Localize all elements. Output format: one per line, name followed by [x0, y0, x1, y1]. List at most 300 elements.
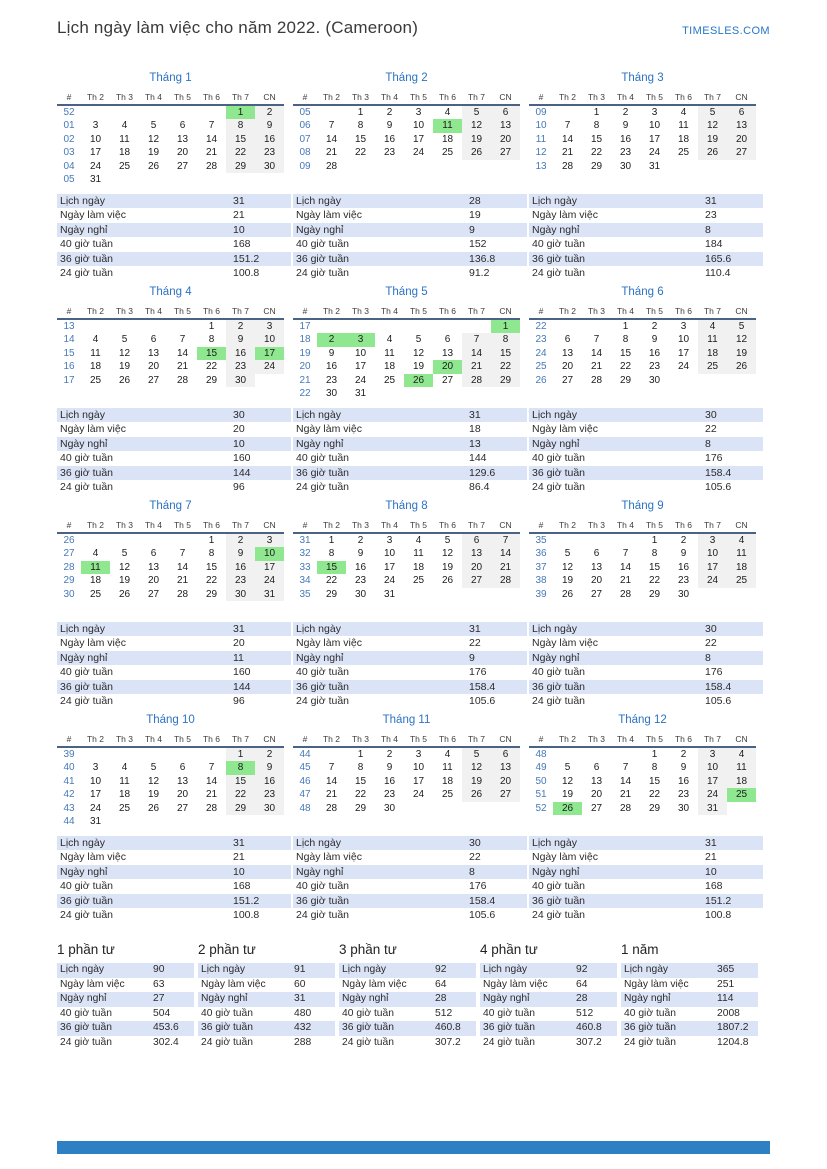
stat-label: Ngày làm việc: [60, 851, 126, 864]
stats-table: [529, 194, 763, 280]
day-cell: 22: [205, 361, 218, 373]
day-header-cell: CN: [491, 517, 520, 533]
week-number-cell: 52: [63, 107, 75, 118]
day-header-cell: Th 7: [462, 731, 491, 747]
stats-table: [57, 836, 291, 922]
day-cell: 2: [255, 747, 284, 761]
stat-label: Lịch ngày: [60, 195, 105, 207]
day-cell: 25: [383, 374, 396, 386]
stat-value: 158.4: [705, 680, 732, 693]
stat-row: [621, 963, 758, 978]
stat-row: [339, 978, 476, 993]
summary-block: [480, 942, 617, 1051]
stat-label: 40 giờ tuần: [296, 880, 350, 893]
day-cell: 5: [727, 319, 756, 333]
day-cell: 26: [561, 588, 574, 600]
empty-day-cell: [404, 588, 433, 601]
day-cell: 28: [619, 802, 632, 814]
empty-day-cell: [611, 533, 640, 547]
stat-label: 24 giờ tuần: [201, 1036, 253, 1048]
week-number-cell: 28: [63, 561, 75, 573]
empty-day-cell: [317, 105, 346, 119]
day-cell: 6: [150, 548, 157, 560]
day-cell: 1: [491, 319, 520, 333]
stat-row: [57, 466, 291, 480]
day-cell: 13: [727, 119, 756, 132]
stat-value: 105.6: [705, 481, 732, 494]
week-number-cell: 09: [299, 160, 311, 172]
day-cell: 21: [619, 575, 632, 587]
day-header-cell: Th 3: [110, 303, 139, 319]
day-cell: 17: [255, 347, 284, 360]
stat-label: Ngày nghỉ: [296, 437, 344, 450]
day-cell: 22: [590, 147, 603, 159]
stat-row: [293, 879, 527, 893]
stat-row: [293, 252, 527, 266]
month-block: [529, 498, 765, 712]
day-cell: 17: [383, 561, 396, 573]
stat-row: [529, 194, 763, 208]
day-cell: 11: [90, 347, 101, 359]
stat-label: 40 giờ tuần: [532, 666, 586, 679]
day-cell: 3: [415, 749, 422, 760]
stat-label: Lịch ngày: [342, 964, 387, 975]
day-cell: 1: [226, 747, 255, 761]
day-cell: 9: [386, 762, 393, 774]
empty-day-cell: [462, 588, 491, 601]
stat-label: Ngày làm việc: [296, 209, 362, 222]
day-cell: 20: [727, 133, 756, 146]
day-cell: 13: [147, 347, 160, 359]
stats-table: [529, 622, 763, 708]
stat-value: 100.8: [233, 267, 260, 280]
stat-label: 24 giờ tuần: [60, 695, 114, 708]
stat-value: 64: [435, 978, 447, 990]
stat-value: 251: [717, 978, 735, 990]
stat-label: Ngày nghỉ: [296, 865, 344, 878]
week-number-cell: 41: [63, 775, 75, 787]
day-cell: 21: [325, 147, 338, 159]
week-row: [57, 360, 284, 373]
day-cell: 20: [491, 775, 520, 788]
stat-label: 36 giờ tuần: [532, 894, 586, 907]
day-cell: 18: [677, 133, 690, 145]
day-cell: 11: [727, 761, 756, 774]
day-header-cell: Th 7: [698, 89, 727, 105]
stat-row: [293, 865, 527, 879]
empty-day-cell: [226, 173, 255, 186]
day-cell: 1: [593, 107, 600, 118]
day-cell: 9: [622, 120, 629, 132]
week-number-cell: 34: [299, 575, 311, 587]
day-cell: 6: [179, 762, 186, 774]
week-number-cell: 35: [299, 588, 311, 600]
week-row: [529, 802, 756, 815]
week-number-cell: 23: [535, 334, 547, 346]
day-cell: 26: [118, 374, 131, 386]
day-cell: 14: [561, 133, 574, 145]
week-number-cell: 37: [535, 561, 547, 573]
day-cell: 3: [346, 333, 375, 346]
stat-row: [57, 651, 291, 665]
empty-day-cell: [317, 747, 346, 761]
day-header-cell: Th 6: [197, 303, 226, 319]
day-cell: 14: [619, 561, 632, 573]
day-cell: 20: [176, 147, 189, 159]
day-cell: 30: [354, 588, 367, 600]
stat-label: Ngày nghỉ: [60, 223, 108, 236]
day-cell: 14: [205, 775, 218, 787]
day-cell: 16: [226, 561, 255, 574]
stat-value: 86.4: [469, 481, 490, 494]
week-row: [293, 119, 520, 132]
day-cell: 21: [462, 360, 491, 373]
day-cell: 2: [680, 749, 687, 760]
day-cell: 11: [678, 120, 689, 132]
stat-row: [529, 252, 763, 266]
stat-label: 36 giờ tuần: [60, 466, 114, 479]
day-header-cell: Th 5: [168, 89, 197, 105]
day-cell: 18: [727, 775, 756, 788]
stat-value: 96: [233, 481, 245, 494]
header: [57, 18, 770, 38]
day-cell: 9: [255, 119, 284, 132]
week-number-cell: 25: [535, 361, 547, 373]
day-cell: 9: [328, 347, 335, 359]
day-cell: 2: [226, 533, 255, 547]
stat-row: [480, 1036, 617, 1051]
day-cell: 14: [590, 347, 603, 359]
stat-label: 36 giờ tuần: [296, 894, 350, 907]
stat-row: [529, 237, 763, 251]
day-cell: 18: [441, 775, 454, 787]
day-cell: 19: [441, 561, 454, 573]
calendar-header-row: [293, 89, 520, 105]
day-cell: 8: [226, 761, 255, 774]
day-cell: 8: [593, 120, 600, 132]
stat-value: 151.2: [233, 894, 260, 907]
stat-row: [57, 636, 291, 650]
day-cell: 17: [698, 775, 727, 788]
day-cell: 19: [561, 575, 574, 587]
stat-value: 31: [469, 623, 481, 635]
day-cell: 13: [441, 347, 454, 359]
stat-value: 8: [705, 437, 711, 450]
summary-block: [57, 942, 194, 1051]
stat-value: 129.6: [469, 466, 496, 479]
day-header-cell: #: [293, 303, 317, 319]
stat-value: 8: [705, 223, 711, 236]
stat-row: [293, 680, 527, 694]
stat-label: 36 giờ tuần: [483, 1022, 535, 1034]
empty-day-cell: [727, 374, 756, 387]
empty-day-cell: [255, 815, 284, 828]
stat-row: [529, 651, 763, 665]
stat-row: [529, 622, 763, 636]
day-cell: 5: [150, 762, 157, 774]
week-number-cell: 15: [63, 347, 75, 359]
week-row: [293, 761, 520, 774]
stat-row: [57, 194, 291, 208]
day-cell: 5: [444, 535, 451, 546]
stat-label: 24 giờ tuần: [532, 909, 586, 922]
day-cell: 20: [176, 789, 189, 801]
day-cell: 3: [680, 321, 687, 332]
day-cell: 31: [89, 174, 102, 186]
empty-day-cell: [404, 160, 433, 173]
empty-day-cell: [698, 588, 727, 601]
stat-label: Ngày nghỉ: [296, 651, 344, 664]
day-cell: 7: [208, 762, 215, 774]
day-cell: 16: [648, 347, 661, 359]
week-row: [293, 146, 520, 159]
stat-value: 307.2: [435, 1036, 461, 1048]
day-header-cell: CN: [491, 89, 520, 105]
week-number-cell: 08: [299, 147, 311, 159]
stat-value: 144: [233, 466, 251, 479]
week-row: [57, 574, 284, 587]
week-row: [529, 775, 756, 788]
day-header-cell: Th 3: [110, 517, 139, 533]
day-cell: 23: [648, 361, 661, 373]
empty-day-cell: [375, 319, 404, 333]
week-row: [529, 333, 756, 346]
month-block: [57, 712, 293, 926]
stat-row: [57, 836, 291, 850]
stat-row: [198, 1036, 335, 1051]
day-header-cell: #: [293, 517, 317, 533]
stat-label: 24 giờ tuần: [60, 481, 114, 494]
day-header-cell: Th 3: [582, 517, 611, 533]
day-cell: 17: [648, 133, 661, 145]
stat-value: 64: [576, 978, 588, 990]
empty-day-cell: [433, 319, 462, 333]
stat-row: [198, 1021, 335, 1036]
site-link[interactable]: TIMESLES.COM: [682, 25, 770, 37]
day-header-cell: Th 7: [462, 517, 491, 533]
stat-label: 24 giờ tuần: [60, 267, 114, 280]
stat-row: [293, 451, 527, 465]
week-row: [529, 747, 756, 761]
summary-block: [339, 942, 476, 1051]
empty-day-cell: [698, 160, 727, 173]
stat-label: Ngày nghỉ: [60, 993, 107, 1005]
stat-value: 110.4: [705, 267, 731, 280]
stat-row: [339, 963, 476, 978]
empty-day-cell: [110, 815, 139, 828]
day-cell: 28: [176, 374, 189, 386]
stat-value: 28: [469, 195, 481, 207]
week-number-cell: 50: [535, 775, 547, 787]
week-row: [293, 133, 520, 146]
day-cell: 16: [255, 775, 284, 788]
day-cell: 5: [564, 762, 571, 774]
day-header-cell: Th 2: [553, 731, 582, 747]
day-cell: 1: [622, 321, 629, 332]
stat-row: [293, 908, 527, 922]
week-number-cell: 40: [63, 762, 75, 774]
day-cell: 29: [325, 588, 338, 600]
day-header-cell: Th 5: [404, 731, 433, 747]
stat-row: [529, 208, 763, 222]
day-cell: 25: [727, 788, 756, 801]
day-cell: 13: [491, 119, 520, 132]
day-cell: 8: [208, 548, 215, 560]
month-block: [293, 70, 529, 284]
day-cell: 6: [491, 105, 520, 119]
week-number-cell: 05: [299, 107, 311, 118]
stat-value: 176: [705, 666, 723, 679]
day-cell: 25: [412, 575, 425, 587]
day-header-cell: #: [57, 731, 81, 747]
stats-table: [57, 963, 194, 1051]
stat-label: Lịch ngày: [60, 837, 105, 849]
day-cell: 4: [727, 747, 756, 761]
week-row: [57, 119, 284, 132]
day-cell: 8: [622, 334, 629, 346]
week-number-cell: 22: [299, 388, 311, 400]
day-header-cell: Th 3: [582, 303, 611, 319]
day-cell: 30: [677, 802, 690, 814]
stats-table: [480, 963, 617, 1051]
day-cell: 30: [325, 388, 338, 400]
day-cell: 24: [89, 802, 102, 814]
week-row: [529, 574, 756, 587]
stat-row: [293, 622, 527, 636]
day-cell: 11: [698, 333, 727, 346]
day-header-cell: Th 3: [346, 517, 375, 533]
calendar-header-row: [529, 89, 756, 105]
day-cell: 29: [226, 160, 255, 173]
week-row: [293, 160, 520, 173]
week-row: [529, 561, 756, 574]
day-header-cell: Th 3: [110, 89, 139, 105]
day-cell: 26: [462, 146, 491, 159]
day-cell: 12: [147, 133, 160, 145]
day-cell: 21: [205, 147, 218, 159]
stat-label: Ngày nghỉ: [532, 865, 580, 878]
week-number-cell: 19: [299, 347, 311, 359]
empty-day-cell: [491, 802, 520, 815]
day-cell: 17: [354, 361, 367, 373]
day-cell: 26: [553, 802, 582, 815]
day-cell: 5: [462, 747, 491, 761]
day-cell: 27: [561, 374, 574, 386]
day-cell: 31: [354, 388, 367, 400]
day-cell: 30: [619, 160, 632, 172]
month-title: Tháng 11: [382, 714, 431, 726]
summary-title: 2 phần tư: [198, 942, 256, 957]
stat-value: 91: [294, 964, 306, 975]
day-header-cell: Th 7: [226, 89, 255, 105]
stat-row: [57, 266, 291, 280]
day-header-cell: Th 2: [553, 517, 582, 533]
week-number-cell: 39: [63, 749, 75, 760]
day-cell: 24: [677, 361, 690, 373]
stat-value: 365: [717, 964, 735, 975]
day-cell: 13: [561, 347, 574, 359]
stat-value: 30: [233, 409, 245, 421]
stat-value: 10: [233, 223, 245, 236]
stat-row: [57, 451, 291, 465]
day-cell: 22: [354, 147, 367, 159]
week-row: [529, 360, 756, 373]
calendar-header-row: [57, 303, 284, 319]
day-cell: 5: [415, 334, 422, 346]
stat-value: 22: [705, 423, 717, 436]
stat-label: Ngày làm việc: [532, 209, 598, 222]
week-number-cell: 13: [535, 160, 547, 172]
day-header-cell: Th 6: [197, 517, 226, 533]
stat-value: 31: [705, 195, 717, 207]
stat-label: Ngày làm việc: [532, 637, 598, 650]
empty-day-cell: [669, 160, 698, 173]
day-cell: 10: [255, 547, 284, 560]
stat-row: [480, 1021, 617, 1036]
stats-table: [339, 963, 476, 1051]
day-header-cell: Th 5: [640, 517, 669, 533]
stats-table: [293, 194, 527, 280]
stat-row: [198, 978, 335, 993]
stat-value: 23: [705, 209, 717, 222]
day-cell: 10: [255, 333, 284, 346]
empty-day-cell: [582, 747, 611, 761]
day-header-cell: Th 2: [553, 89, 582, 105]
stat-label: Lịch ngày: [60, 623, 105, 635]
week-number-cell: 29: [63, 575, 75, 587]
day-header-cell: CN: [727, 89, 756, 105]
empty-day-cell: [611, 747, 640, 761]
day-cell: 25: [89, 374, 102, 386]
stat-row: [198, 992, 335, 1007]
stats-table: [621, 963, 758, 1051]
week-row: [57, 146, 284, 159]
stat-label: 36 giờ tuần: [60, 894, 114, 907]
stat-row: [57, 694, 291, 708]
week-row: [57, 319, 284, 333]
week-number-cell: 20: [299, 361, 311, 373]
stat-value: 1204.8: [717, 1036, 749, 1048]
month-calendar: [293, 517, 520, 601]
stat-label: 24 giờ tuần: [624, 1036, 676, 1048]
day-cell: 23: [354, 575, 367, 587]
day-cell: 23: [677, 789, 690, 801]
stat-label: 36 giờ tuần: [296, 466, 350, 479]
day-cell: 15: [491, 347, 520, 360]
month-title: Tháng 7: [149, 500, 192, 512]
day-cell: 27: [491, 788, 520, 801]
day-cell: 27: [491, 146, 520, 159]
day-cell: 7: [622, 762, 629, 774]
stat-label: 24 giờ tuần: [60, 1036, 112, 1048]
day-cell: 16: [677, 775, 690, 787]
day-cell: 19: [727, 347, 756, 360]
day-cell: 25: [118, 802, 131, 814]
day-cell: 24: [255, 360, 284, 373]
week-number-cell: 09: [535, 107, 547, 118]
empty-day-cell: [81, 105, 110, 119]
day-cell: 7: [564, 120, 571, 132]
stat-label: Lịch ngày: [60, 964, 105, 975]
day-header-cell: CN: [255, 303, 284, 319]
day-cell: 19: [412, 361, 425, 373]
week-row: [529, 319, 756, 333]
day-cell: 1: [208, 321, 215, 332]
stat-label: 24 giờ tuần: [296, 267, 350, 280]
day-cell: 28: [462, 374, 491, 387]
day-cell: 5: [150, 120, 157, 132]
day-header-cell: #: [529, 517, 553, 533]
